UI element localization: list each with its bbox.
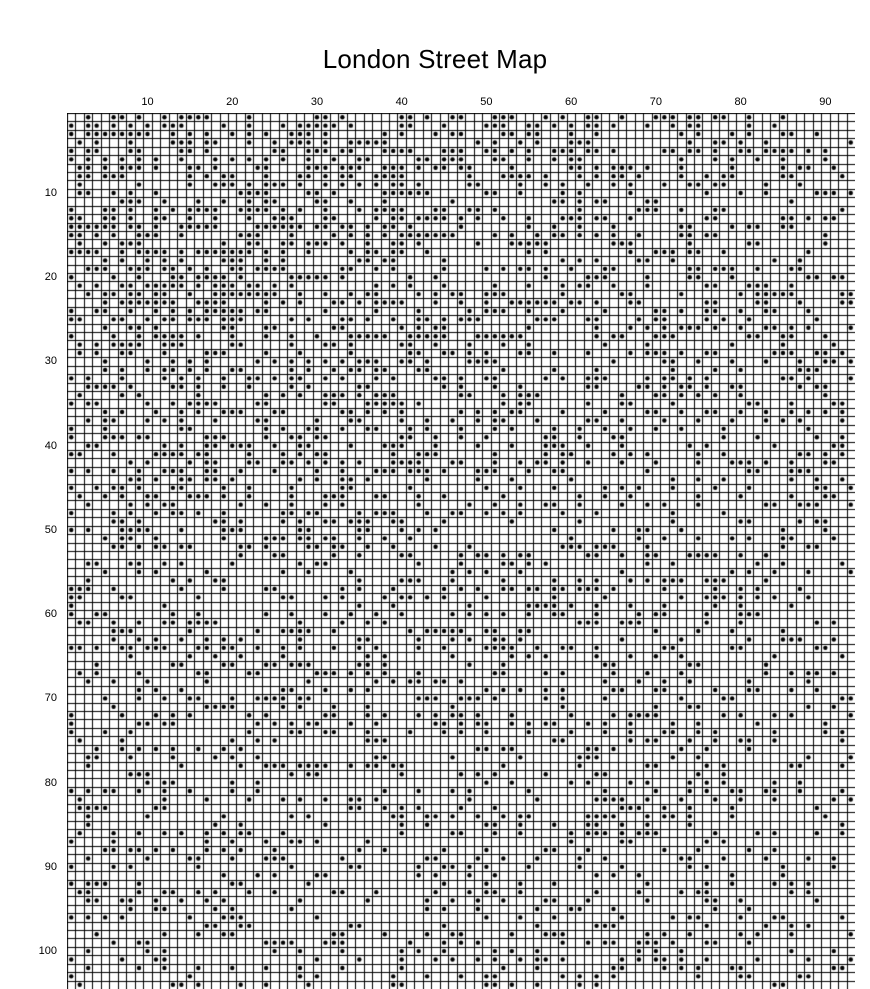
x-tick-label: 70 — [649, 96, 662, 108]
x-tick-label: 80 — [734, 96, 747, 108]
page-title: London Street Map — [322, 44, 548, 74]
y-tick-label: 90 — [44, 860, 57, 873]
y-tick-label: 10 — [44, 187, 57, 200]
x-tick-label: 20 — [226, 96, 239, 108]
y-tick-label: 100 — [38, 945, 57, 958]
x-tick-label: 30 — [310, 96, 324, 108]
x-tick-label: 40 — [395, 96, 408, 108]
street-grid-heatmap — [67, 113, 855, 989]
x-tick-label: 50 — [480, 96, 493, 108]
y-tick-label: 70 — [44, 692, 57, 705]
x-tick-label: 10 — [141, 96, 154, 108]
y-tick-label: 40 — [44, 439, 57, 452]
x-tick-label: 90 — [819, 96, 832, 108]
x-tick-label: 60 — [565, 96, 578, 108]
y-tick-label: 30 — [44, 355, 57, 368]
plot-area — [67, 113, 855, 989]
y-tick-label: 20 — [44, 271, 57, 284]
y-tick-label: 80 — [44, 776, 57, 789]
y-tick-label: 60 — [44, 608, 57, 621]
y-tick-label: 50 — [44, 523, 57, 536]
